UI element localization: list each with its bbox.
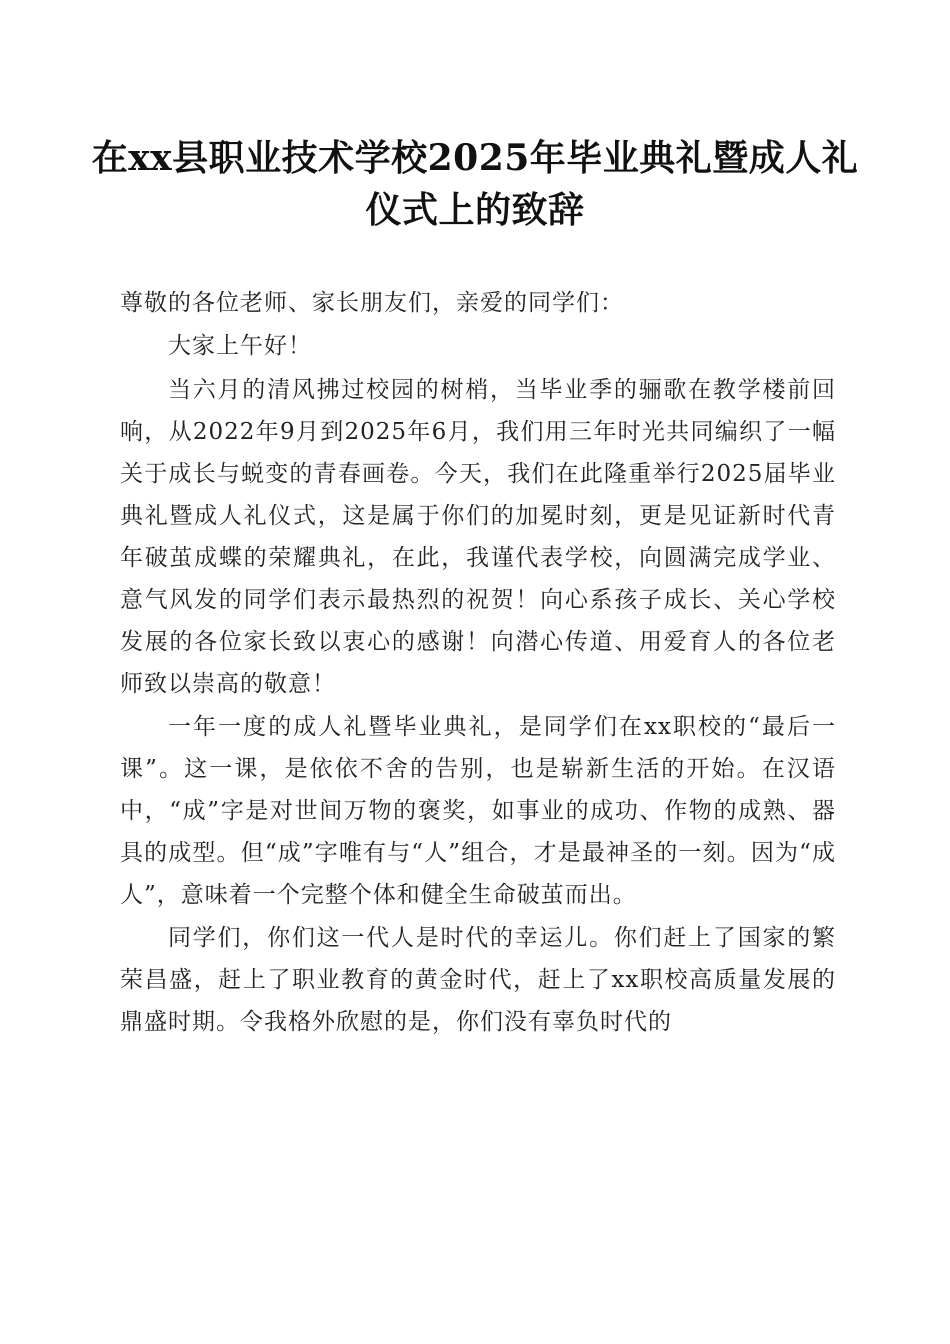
document-title: 在xx县职业技术学校2025年毕业典礼暨成人礼仪式上的致辞 [91,137,859,231]
document-body [120,282,836,1044]
paragraph-era: 同学们，你们这一代人是时代的幸运儿。你们赶上了国家的繁荣昌盛，赶上了职业教育的黄金时代，赶上了xx职校高质量发展的鼎盛时期。令我格外欣慰的是，你们没有辜负时代的 [120,925,836,1036]
paragraph-opening: 当六月的清风拂过校园的树梢，当毕业季的骊歌在教学楼前回响，从2022年9月到2025年6月，我们用三年时光共同编织了一幅关于成长与蜕变的青春画卷。今天，我们在此隆重举行2025届毕业典礼暨成人礼仪式，这是属于你们的加冕时刻，更是见证新时代青年破茧成蝶的荣耀典礼，在此，我谨代表学校，向圆满完成学业、意气风发的同学们表示最热烈的祝贺！向心系孩子成长、关心学校发展的各位家长致以衷心的感谢！向潜心传道、用爱育人的各位老师致以崇高的敬意！ [120,376,836,697]
paragraph-last-lesson: 一年一度的成人礼暨毕业典礼，是同学们在xx职校的“最后一课”。这一课，是依依不舍的告别，也是崭新生活的开始。在汉语中，“成”字是对世间万物的褒奖，如事业的成功、作物的成熟、器具的成型。但“成”字唯有与“人”组合，才是最神圣的一刻。因为“成人”，意味着一个完整个体和健全生命破茧而出。 [120,713,836,908]
salutation: 尊敬的各位老师、家长朋友们，亲爱的同学们： [120,290,624,316]
paragraph-greeting: 大家上午好！ [168,333,312,360]
